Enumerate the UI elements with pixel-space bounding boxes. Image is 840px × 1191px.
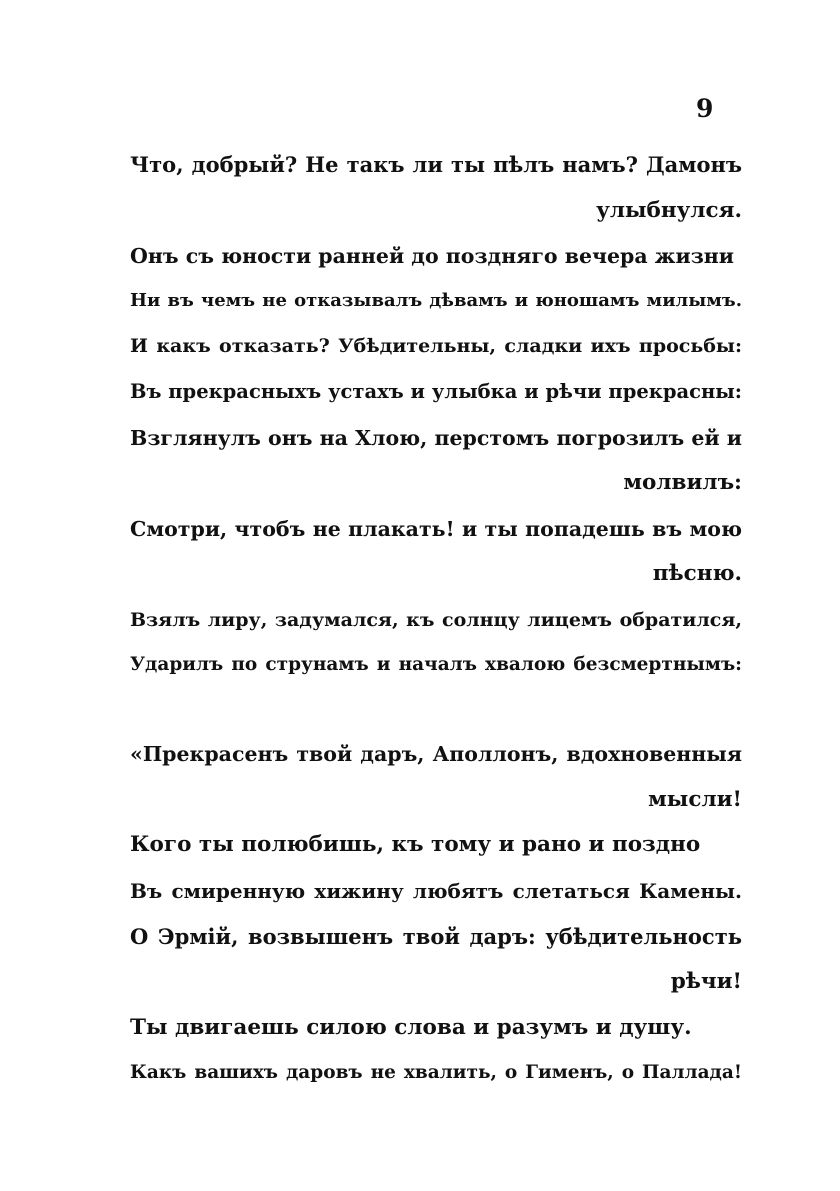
verse-line: Въ смиренную хижину любятъ слетаться Камены. xyxy=(130,879,742,903)
verse-line: Кого ты полюбишь, къ тому и рано и поздно xyxy=(130,832,701,857)
page-number: 9 xyxy=(696,94,714,123)
verse-line: Ни въ чемъ не отказывалъ дѣвамъ и юношамъ милымъ. xyxy=(130,290,742,311)
verse-line-continuation: пѣсню. xyxy=(652,561,742,586)
verse-line: О Эрмій, возвышенъ твой даръ: убѣдительность xyxy=(130,924,742,949)
verse-line-continuation: улыбнулся. xyxy=(596,198,742,223)
verse-line: Ты двигаешь силою слова и разумъ и душу. xyxy=(130,1015,692,1040)
verse-line: Смотри, чтобъ не плакать! и ты попадешь въ мою xyxy=(130,517,742,541)
verse-line: Какъ вашихъ даровъ не хвалить, о Гименъ, о Паллада! xyxy=(130,1062,742,1083)
verse-line: Ударилъ по струнамъ и началъ хвалою безсмертнымъ: xyxy=(130,654,742,675)
verse-line: И какъ отказать? Убѣдительны, сладки ихъ просьбы: xyxy=(130,335,742,357)
verse-line: Взялъ лиру, задумался, къ солнцу лицемъ обратился, xyxy=(130,609,742,631)
verse-line-continuation: мысли! xyxy=(648,787,742,812)
verse-line: Взглянулъ онъ на Хлою, перстомъ погрозилъ ей и xyxy=(130,426,742,450)
verse-line: Въ прекрасныхъ устахъ и улыбка и рѣчи прекрасны: xyxy=(130,380,742,403)
verse-line: «Прекрасенъ твой даръ, Аполлонъ, вдохновенныя xyxy=(130,742,742,766)
verse-line: Онъ съ юности ранней до поздняго вечера жизни xyxy=(130,244,735,268)
verse-line-continuation: рѣчи! xyxy=(670,969,742,994)
verse-line-continuation: молвилъ: xyxy=(623,470,742,495)
verse-line: Что, добрый? Не такъ ли ты пѣлъ намъ? Дамонъ xyxy=(130,152,742,177)
